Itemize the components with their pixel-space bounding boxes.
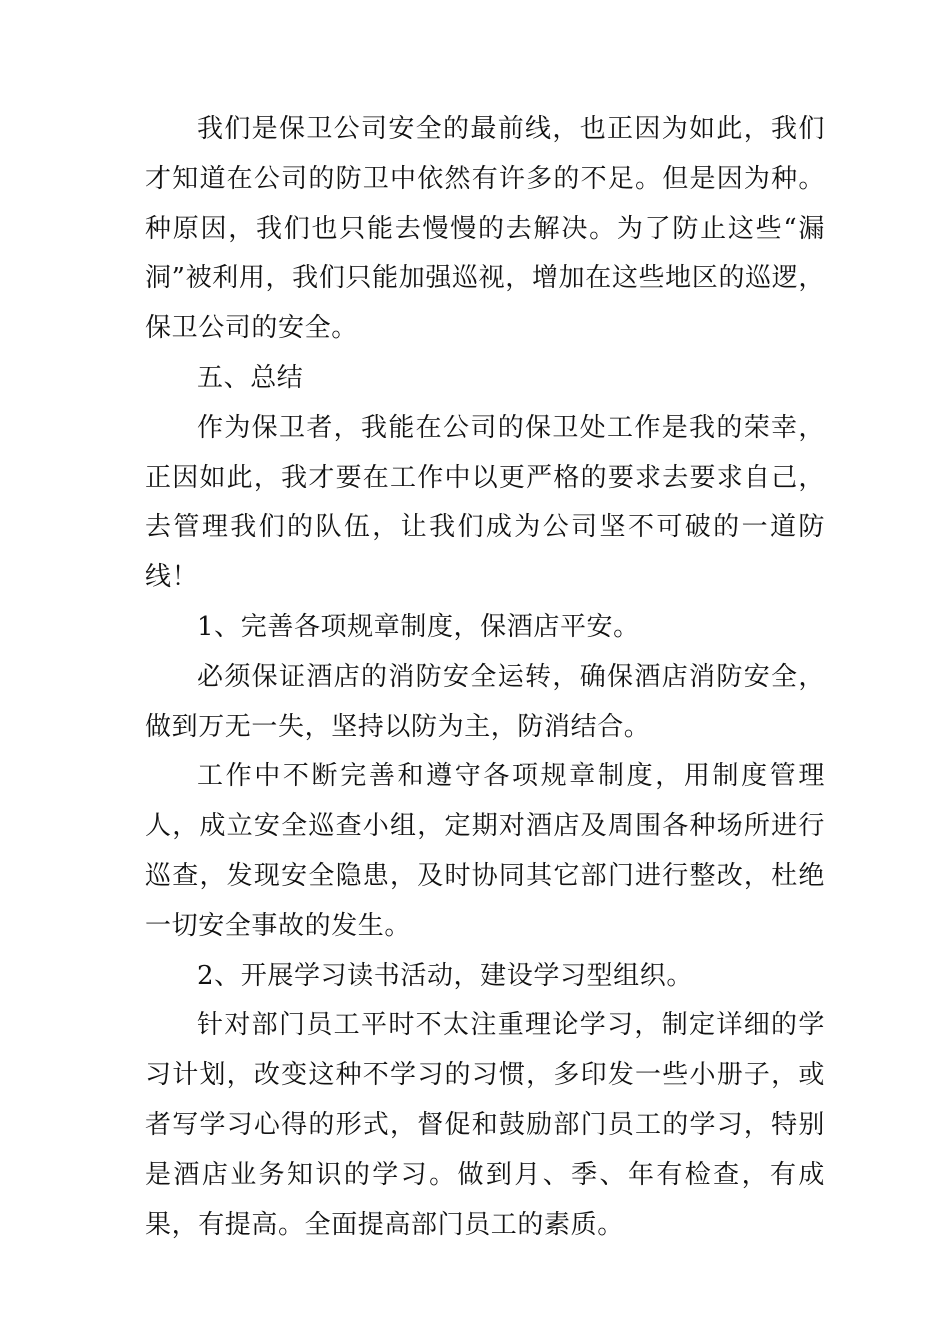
document-body [145,105,825,1250]
paragraph-security-frontline: 我们是保卫公司安全的最前线，也正因为如此，我们才知道在公司的防卫中依然有许多的不足。但是因为种。种原因，我们也只能去慢慢的去解决。为了防止这些“漏洞”被利用，我们只能加强巡视，增加在这些地区的巡逻，保卫公司的安全。 [145,114,825,344]
list-heading-learning: 2、开展学习读书活动，建设学习型组织。 [197,960,693,991]
paragraph-guardian-honor: 作为保卫者，我能在公司的保卫处工作是我的荣幸，正因如此，我才要在工作中以更严格的要求去要求自己，去管理我们的队伍，让我们成为公司坚不可破的一道防线！ [145,412,825,593]
section-heading-summary: 五、总结 [197,362,304,393]
paragraph-fire-safety: 必须保证酒店的消防安全运转，确保酒店消防安全，做到万无一失，坚持以防为主，防消结合。 [145,661,825,742]
paragraph-study-plan: 针对部门员工平时不太注重理论学习，制定详细的学习计划，改变这种不学习的习惯，多印发一些小册子，或者写学习心得的形式，督促和鼓励部门员工的学习，特别是酒店业务知识的学习。做到月、季、年有检查，有成果，有提高。全面提高部门员工的素质。 [145,1010,825,1240]
list-heading-rules: 1、完善各项规章制度，保酒店平安。 [197,611,640,642]
paragraph-inspection-team: 工作中不断完善和遵守各项规章制度，用制度管理人，成立安全巡查小组，定期对酒店及周围各种场所进行巡查，发现安全隐患，及时协同其它部门进行整改，杜绝一切安全事故的发生。 [145,761,825,941]
